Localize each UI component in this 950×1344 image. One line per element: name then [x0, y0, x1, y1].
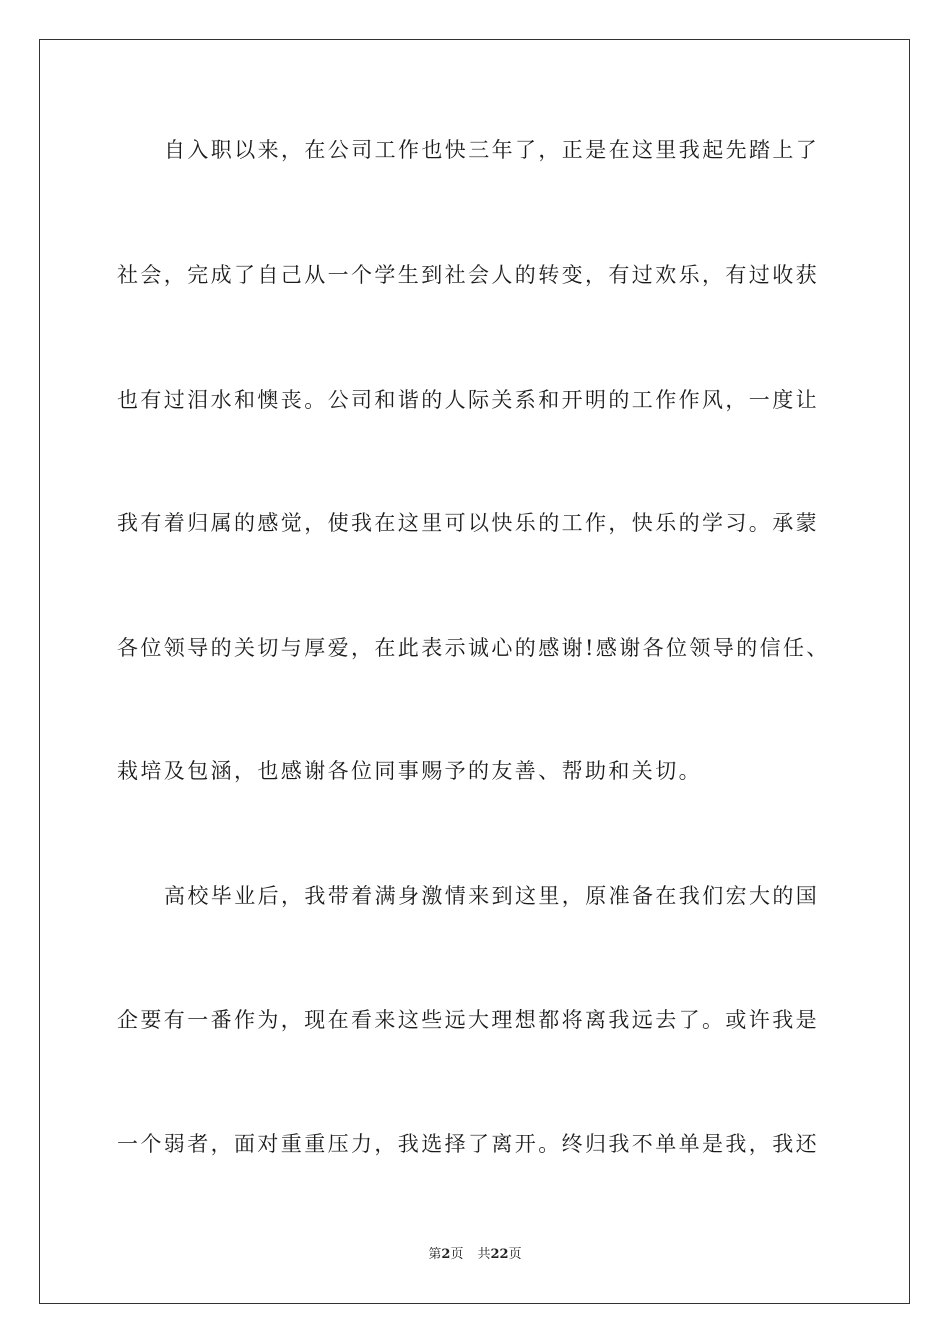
total-suffix: 页: [508, 1247, 522, 1262]
page-border: [39, 39, 910, 1304]
paragraph-1-line-5: 各位领导的关切与厚爱，在此表示诚心的感谢!感谢各位领导的信任、: [117, 636, 830, 660]
total-pages: 22: [490, 1247, 509, 1262]
page-number: 2: [441, 1247, 451, 1262]
paragraph-1-line-2: 社会，完成了自己从一个学生到社会人的转变，有过欢乐，有过收获: [117, 263, 819, 287]
paragraph-2-line-2: 企要有一番作为，现在看来这些远大理想都将离我远去了。或许我是: [117, 1008, 819, 1032]
paragraph-1-line-3: 也有过泪水和懊丧。公司和谐的人际关系和开明的工作作风，一度让: [117, 388, 819, 412]
paragraph-1-line-1: 自入职以来，在公司工作也快三年了，正是在这里我起先踏上了: [164, 138, 820, 162]
page-prefix: 第: [428, 1247, 442, 1262]
paragraph-2-line-3: 一个弱者，面对重重压力，我选择了离开。终归我不单单是我，我还: [117, 1132, 819, 1156]
paragraph-1-line-6: 栽培及包涵，也感谢各位同事赐予的友善、帮助和关切。: [117, 759, 702, 783]
paragraph-1-line-4: 我有着归属的感觉，使我在这里可以快乐的工作，快乐的学习。承蒙: [117, 511, 819, 535]
page-footer: [0, 1246, 950, 1264]
page-suffix: 页: [450, 1247, 464, 1262]
total-prefix: 共: [477, 1247, 491, 1262]
paragraph-2-line-1: 高校毕业后，我带着满身激情来到这里，原准备在我们宏大的国: [164, 884, 820, 908]
